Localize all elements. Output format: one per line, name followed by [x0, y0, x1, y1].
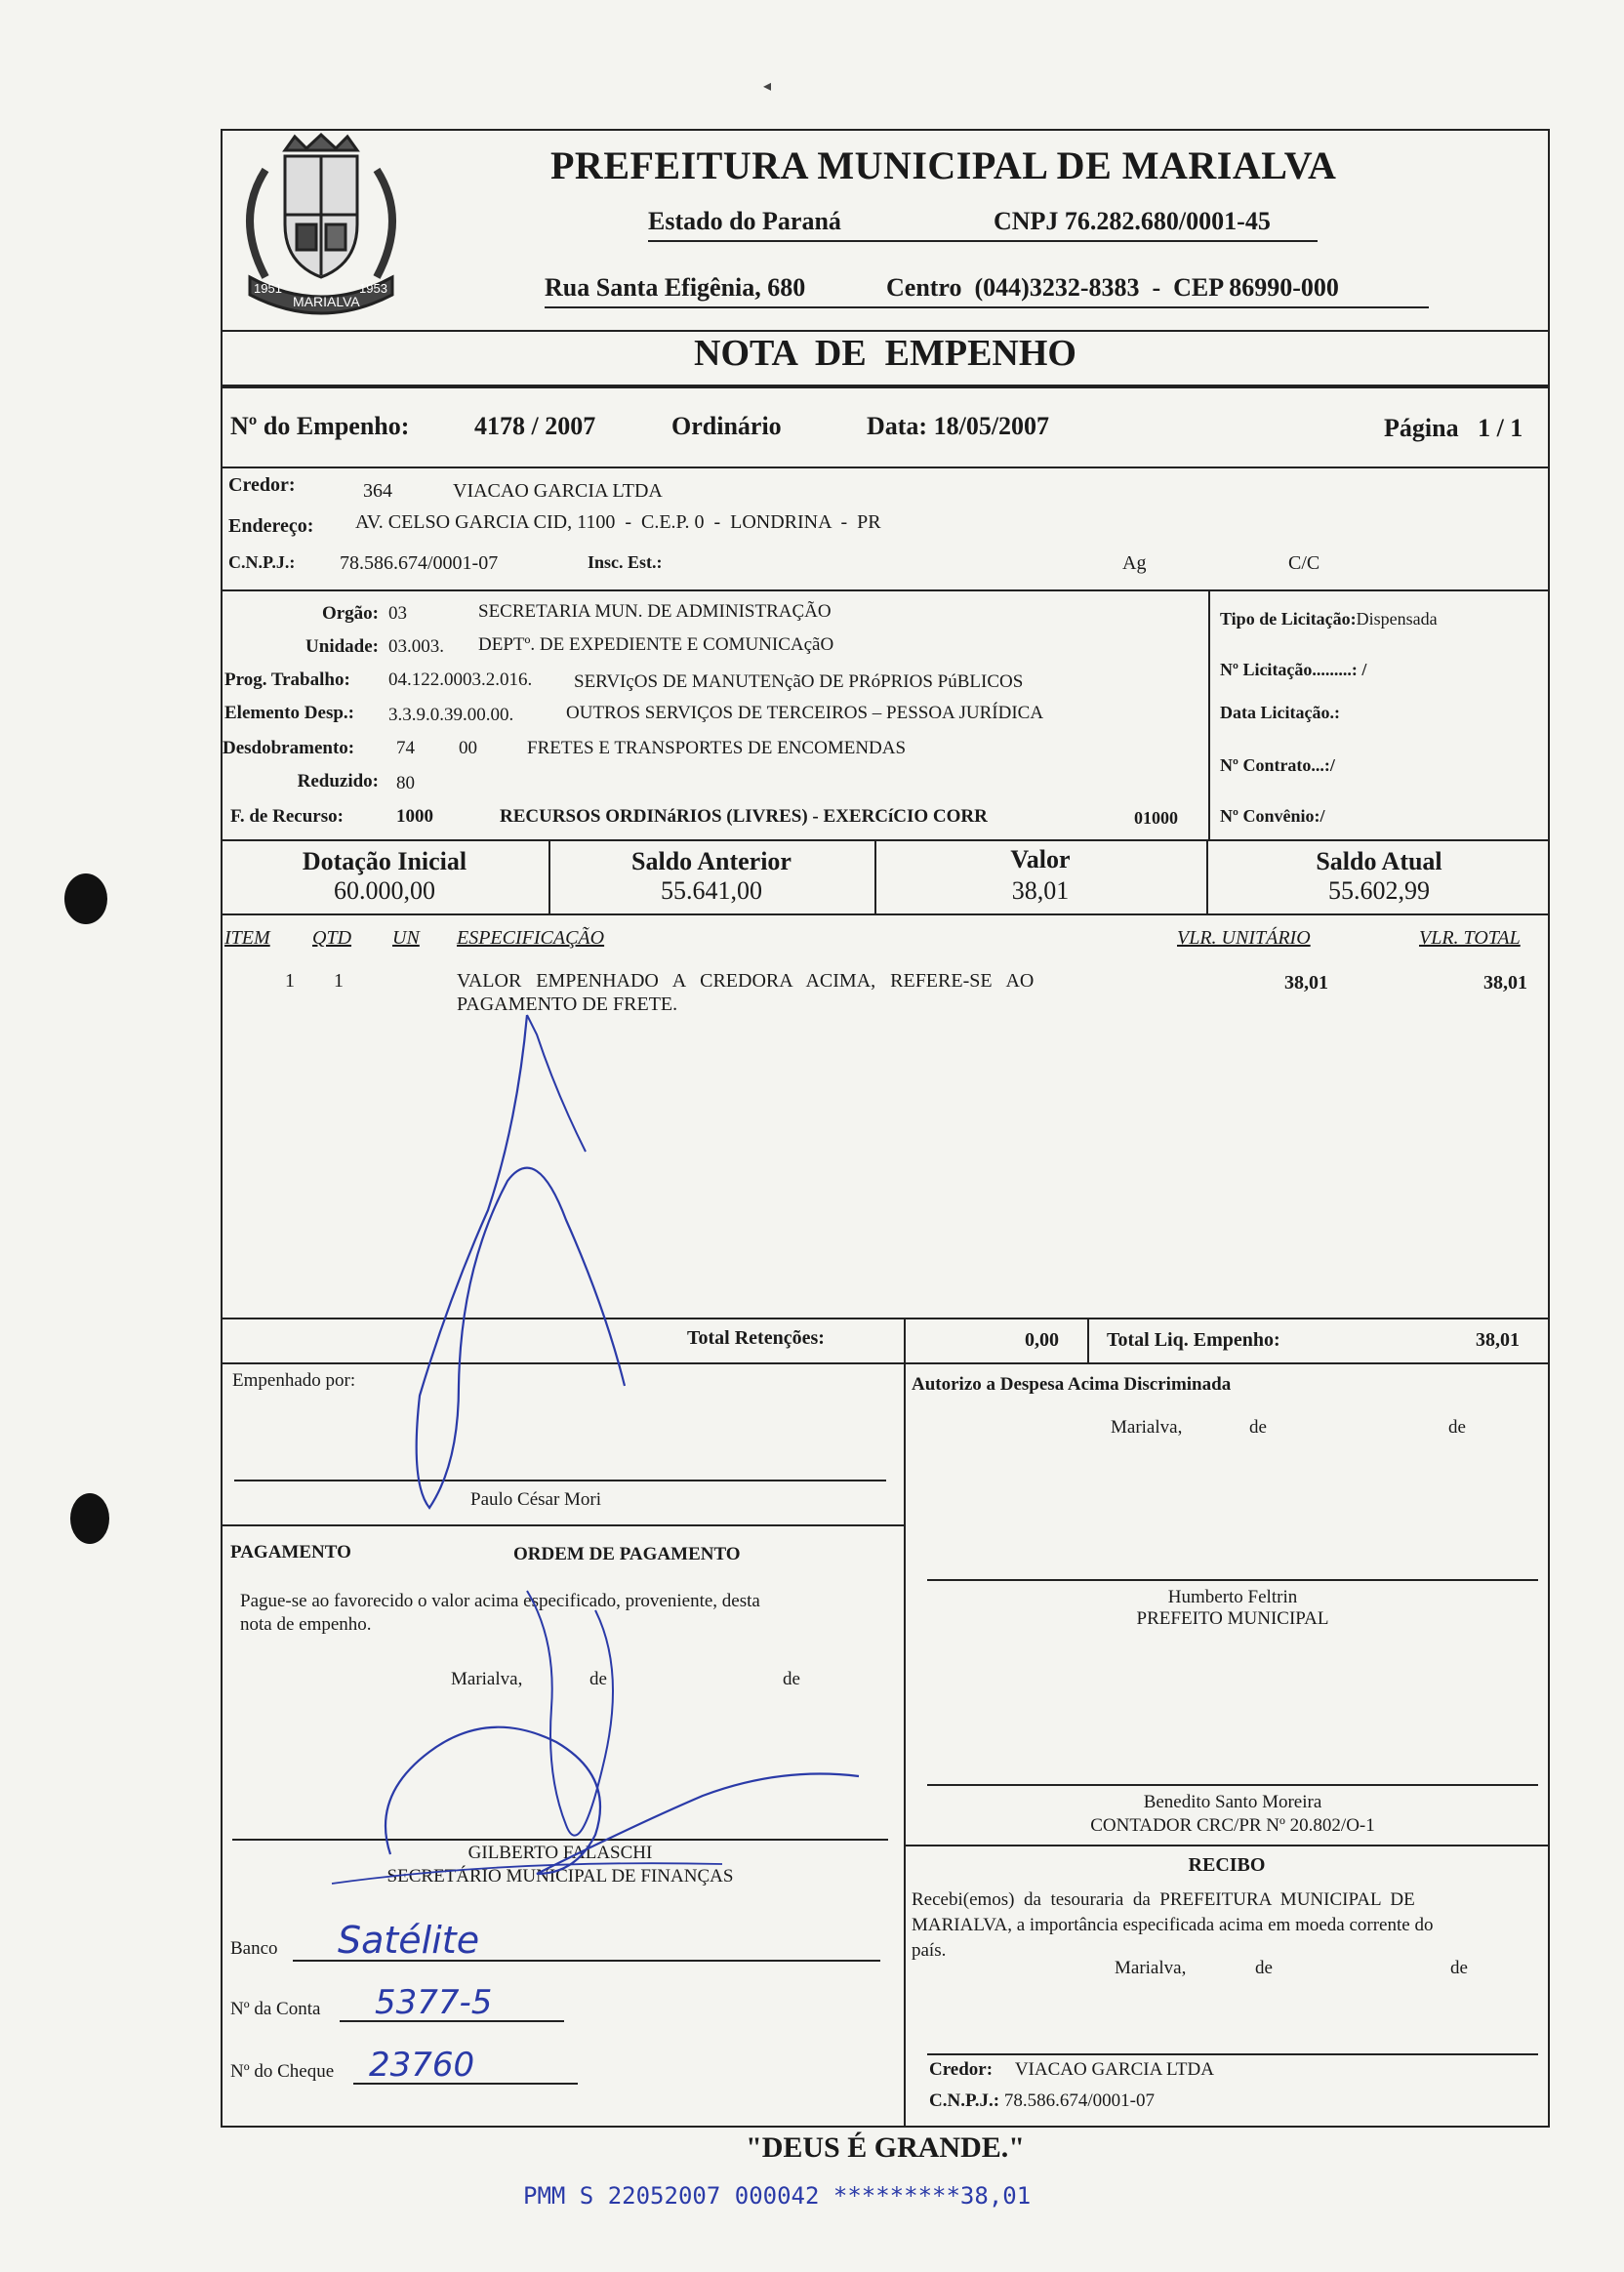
- punch-hole-bottom: [70, 1493, 109, 1544]
- recibo-signature-line: [927, 2053, 1538, 2055]
- recibo-cnpj-label: C.N.P.J.:: [929, 2090, 1000, 2111]
- header-address-underline: [545, 306, 1429, 308]
- divider-title: [221, 385, 1550, 388]
- contador-title: CONTADOR CRC/PR Nº 20.802/O-1: [1090, 1815, 1375, 1836]
- retencoes-label: Total Retenções:: [687, 1327, 825, 1349]
- saldo-atual-label: Saldo Atual: [1316, 847, 1442, 875]
- doc-title: NOTA DE EMPENHO: [694, 333, 1076, 374]
- col-espec: ESPECIFICAÇÃO: [457, 927, 605, 949]
- pagamento-de1: de: [589, 1669, 607, 1689]
- secretario-name: GILBERTO FALASCHI: [467, 1843, 653, 1863]
- saldo-anterior-label: Saldo Anterior: [631, 847, 792, 875]
- col-un: UN: [392, 927, 420, 949]
- ordem-pagamento-label: ORDEM DE PAGAMENTO: [513, 1544, 741, 1564]
- licitacao-convenio: Nº Convênio:/: [1220, 806, 1325, 826]
- prog-label: Prog. Trabalho:: [224, 669, 350, 690]
- prog-name: SERVIçOS DE MANUTENçãO DE PRóPRIOS PúBLICOS: [574, 671, 1024, 692]
- credor-ag-label: Ag: [1122, 552, 1147, 574]
- desdobramento-name: FRETES E TRANSPORTES DE ENCOMENDAS: [527, 738, 907, 758]
- divider-totals-2: [1087, 1318, 1089, 1362]
- licitacao-data: Data Licitação.:: [1220, 703, 1340, 722]
- contador-name: Benedito Santo Moreira: [1143, 1792, 1322, 1812]
- prefeito-name: Humberto Feltrin: [1167, 1587, 1298, 1607]
- footer-stamp: PMM S 22052007 000042 *********38,01: [523, 2182, 1032, 2210]
- signature-secretario: [312, 1581, 878, 1903]
- credor-address-label: Endereço:: [228, 515, 314, 537]
- cheque-label: Nº do Cheque: [230, 2061, 335, 2082]
- banco-label: Banco: [230, 1938, 278, 1959]
- seal-year-left: 1951: [254, 281, 282, 296]
- secretario-title: SECRETÁRIO MUNICIPAL DE FINANÇAS: [386, 1866, 734, 1887]
- recibo-credor: [929, 2059, 1214, 2081]
- dotacao-value: 60.000,00: [334, 876, 435, 905]
- col-item: ITEM: [224, 927, 270, 949]
- reduzido-value: 80: [396, 773, 415, 793]
- prog-code: 04.122.0003.2.016.: [388, 669, 533, 690]
- credor-code: 364: [363, 480, 392, 502]
- desdobramento-sub: 00: [459, 738, 477, 758]
- empenho-number: 4178 / 2007: [474, 412, 596, 440]
- recibo-de2: de: [1450, 1958, 1468, 1978]
- saldo-anterior-value: 55.641,00: [661, 876, 762, 905]
- autorizo-de2: de: [1448, 1417, 1466, 1438]
- recurso-sub: 01000: [1134, 808, 1178, 828]
- recurso-label: F. de Recurso:: [230, 806, 344, 827]
- recibo-title: RECIBO: [1188, 1854, 1266, 1876]
- header-state: Estado do Paraná: [648, 207, 841, 235]
- licitacao-tipo-value: Dispensada: [1356, 609, 1438, 629]
- retencoes-value: 0,00: [1025, 1329, 1059, 1351]
- pagamento-text-line1: Pague-se ao favorecido o valor acima especificado, proveniente, desta: [240, 1591, 760, 1611]
- unidade-code: 03.003.: [388, 636, 444, 657]
- contador-signature-line: [927, 1784, 1538, 1786]
- recibo-cnpj: [929, 2090, 1155, 2112]
- empenho-label: Nº do Empenho:: [230, 412, 410, 440]
- orgao-label: Orgão:: [321, 603, 379, 624]
- licitacao-tipo: [1220, 609, 1438, 629]
- valor-value: 38,01: [1011, 876, 1070, 905]
- divider-balances: [221, 913, 1550, 915]
- row-vlr-unit: 38,01: [1284, 972, 1328, 994]
- conta-label: Nº da Conta: [230, 1999, 321, 2019]
- row-vlr-total: 38,01: [1483, 972, 1527, 994]
- cheque-value: 23760: [369, 2046, 475, 2085]
- recibo-place: Marialva,: [1115, 1958, 1187, 1978]
- credor-label: Credor:: [228, 474, 296, 496]
- credor-name: VIACAO GARCIA LTDA: [453, 480, 663, 502]
- recibo-credor-name: VIACAO GARCIA LTDA: [1014, 2059, 1214, 2080]
- empenho-type: Ordinário: [671, 412, 782, 440]
- recibo-de1: de: [1255, 1958, 1273, 1978]
- licitacao-numero: Nº Licitação.........: /: [1220, 660, 1367, 679]
- saldo-atual-value: 55.602,99: [1328, 876, 1430, 905]
- elemento-code: 3.3.9.0.39.00.00.: [388, 705, 514, 725]
- autorizo-de1: de: [1249, 1417, 1267, 1438]
- prefeito-signature-line: [927, 1579, 1538, 1581]
- row-espec-line1: VALOR EMPENHADO A CREDORA ACIMA, REFERE-SE AO: [457, 970, 1035, 992]
- credor-address: AV. CELSO GARCIA CID, 1100 - C.E.P. 0 - LONDRINA - PR: [355, 511, 881, 533]
- banco-value: Satélite: [338, 1919, 480, 1962]
- pagamento-label: PAGAMENTO: [230, 1542, 351, 1562]
- dotacao-label: Dotação Inicial: [302, 847, 467, 875]
- valor-label: Valor: [1010, 845, 1071, 873]
- footer-motto: "DEUS É GRANDE.": [746, 2131, 1025, 2164]
- credor-insc-label: Insc. Est.:: [588, 552, 663, 572]
- elemento-name: OUTROS SERVIÇOS DE TERCEIROS – PESSOA JURÍDICA: [566, 703, 1044, 723]
- unidade-label: Unidade:: [305, 636, 379, 657]
- licitacao-tipo-label: Tipo de Licitação:: [1220, 609, 1357, 629]
- divider-totals-1: [904, 1318, 906, 1362]
- liq-value: 38,01: [1476, 1329, 1520, 1351]
- col-vlr-unit: VLR. UNITÁRIO: [1177, 927, 1311, 949]
- pagamento-de2: de: [783, 1669, 800, 1689]
- header-state-underline: [648, 240, 1318, 242]
- row-item: 1: [285, 970, 295, 992]
- municipal-seal-icon: [226, 131, 416, 326]
- pagamento-place: Marialva,: [451, 1669, 523, 1689]
- recibo-line3: país.: [912, 1940, 947, 1961]
- recurso-name: RECURSOS ORDINáRIOS (LIVRES) - EXERCíCIO CORR: [500, 806, 988, 827]
- header-cnpj: CNPJ 76.282.680/0001-45: [994, 207, 1271, 235]
- desdobramento-code: 74: [396, 738, 415, 758]
- pagamento-text-line2: nota de empenho.: [240, 1614, 372, 1635]
- items-header: [221, 927, 1550, 956]
- recibo-line2: MARIALVA, a importância especificada acima em moeda corrente do: [912, 1915, 1434, 1935]
- conta-value: 5377-5: [375, 1983, 493, 2022]
- credor-cnpj-label: C.N.P.J.:: [228, 552, 296, 572]
- empenho-page: Página 1 / 1: [1384, 414, 1523, 442]
- row-espec-line2: PAGAMENTO DE FRETE.: [457, 994, 678, 1015]
- divider-classification-vertical: [1208, 589, 1210, 839]
- empenhado-label: Empenhado por:: [232, 1370, 356, 1391]
- seal-text: MARIALVA: [293, 294, 360, 309]
- empenhado-signer: Paulo César Mori: [470, 1489, 602, 1510]
- autorizo-label: Autorizo a Despesa Acima Discriminada: [912, 1374, 1232, 1395]
- recibo-line1: Recebi(emos) da tesouraria da PREFEITURA MUNICIPAL DE: [912, 1889, 1415, 1910]
- unidade-name: DEPTº. DE EXPEDIENTE E COMUNICAçãO: [478, 634, 834, 655]
- divider-lower-vertical: [904, 1362, 906, 2128]
- divider-empenhado: [221, 1524, 904, 1526]
- header-district-phone-cep: Centro (044)3232-8383 - CEP 86990-000: [886, 273, 1339, 302]
- reduzido-label: Reduzido:: [297, 771, 379, 791]
- elemento-label: Elemento Desp.:: [224, 703, 354, 723]
- credor-cc-label: C/C: [1288, 552, 1320, 574]
- recibo-cnpj-value: 78.586.674/0001-07: [1003, 2090, 1155, 2111]
- liq-label: Total Liq. Empenho:: [1107, 1329, 1280, 1351]
- credor-cnpj: 78.586.674/0001-07: [340, 552, 499, 574]
- prefeito-title: PREFEITO MUNICIPAL: [1136, 1608, 1329, 1629]
- empenho-date: Data: 18/05/2007: [867, 412, 1050, 440]
- divider-classification: [221, 839, 1550, 841]
- divider-empenho: [221, 467, 1550, 468]
- row-qtd: 1: [334, 970, 344, 992]
- divider-contador: [904, 1845, 1550, 1846]
- col-vlr-total: VLR. TOTAL: [1419, 927, 1521, 949]
- recurso-code: 1000: [396, 806, 433, 827]
- punch-hole-top: [64, 873, 107, 924]
- recibo-credor-label: Credor:: [929, 2059, 994, 2080]
- header-address: Rua Santa Efigênia, 680: [545, 273, 806, 302]
- licitacao-contrato: Nº Contrato...:/: [1220, 755, 1335, 775]
- signature-empenho: [390, 976, 683, 1522]
- scan-mark: ◂: [763, 78, 772, 95]
- autorizo-place: Marialva,: [1111, 1417, 1183, 1438]
- header-title: PREFEITURA MUNICIPAL DE MARIALVA: [550, 143, 1337, 187]
- orgao-name: SECRETARIA MUN. DE ADMINISTRAÇÃO: [478, 601, 832, 622]
- orgao-code: 03: [388, 603, 407, 624]
- desdobramento-label: Desdobramento:: [223, 738, 355, 758]
- seal-year-right: 1953: [359, 281, 387, 296]
- col-qtd: QTD: [312, 927, 352, 949]
- divider-credor: [221, 589, 1550, 591]
